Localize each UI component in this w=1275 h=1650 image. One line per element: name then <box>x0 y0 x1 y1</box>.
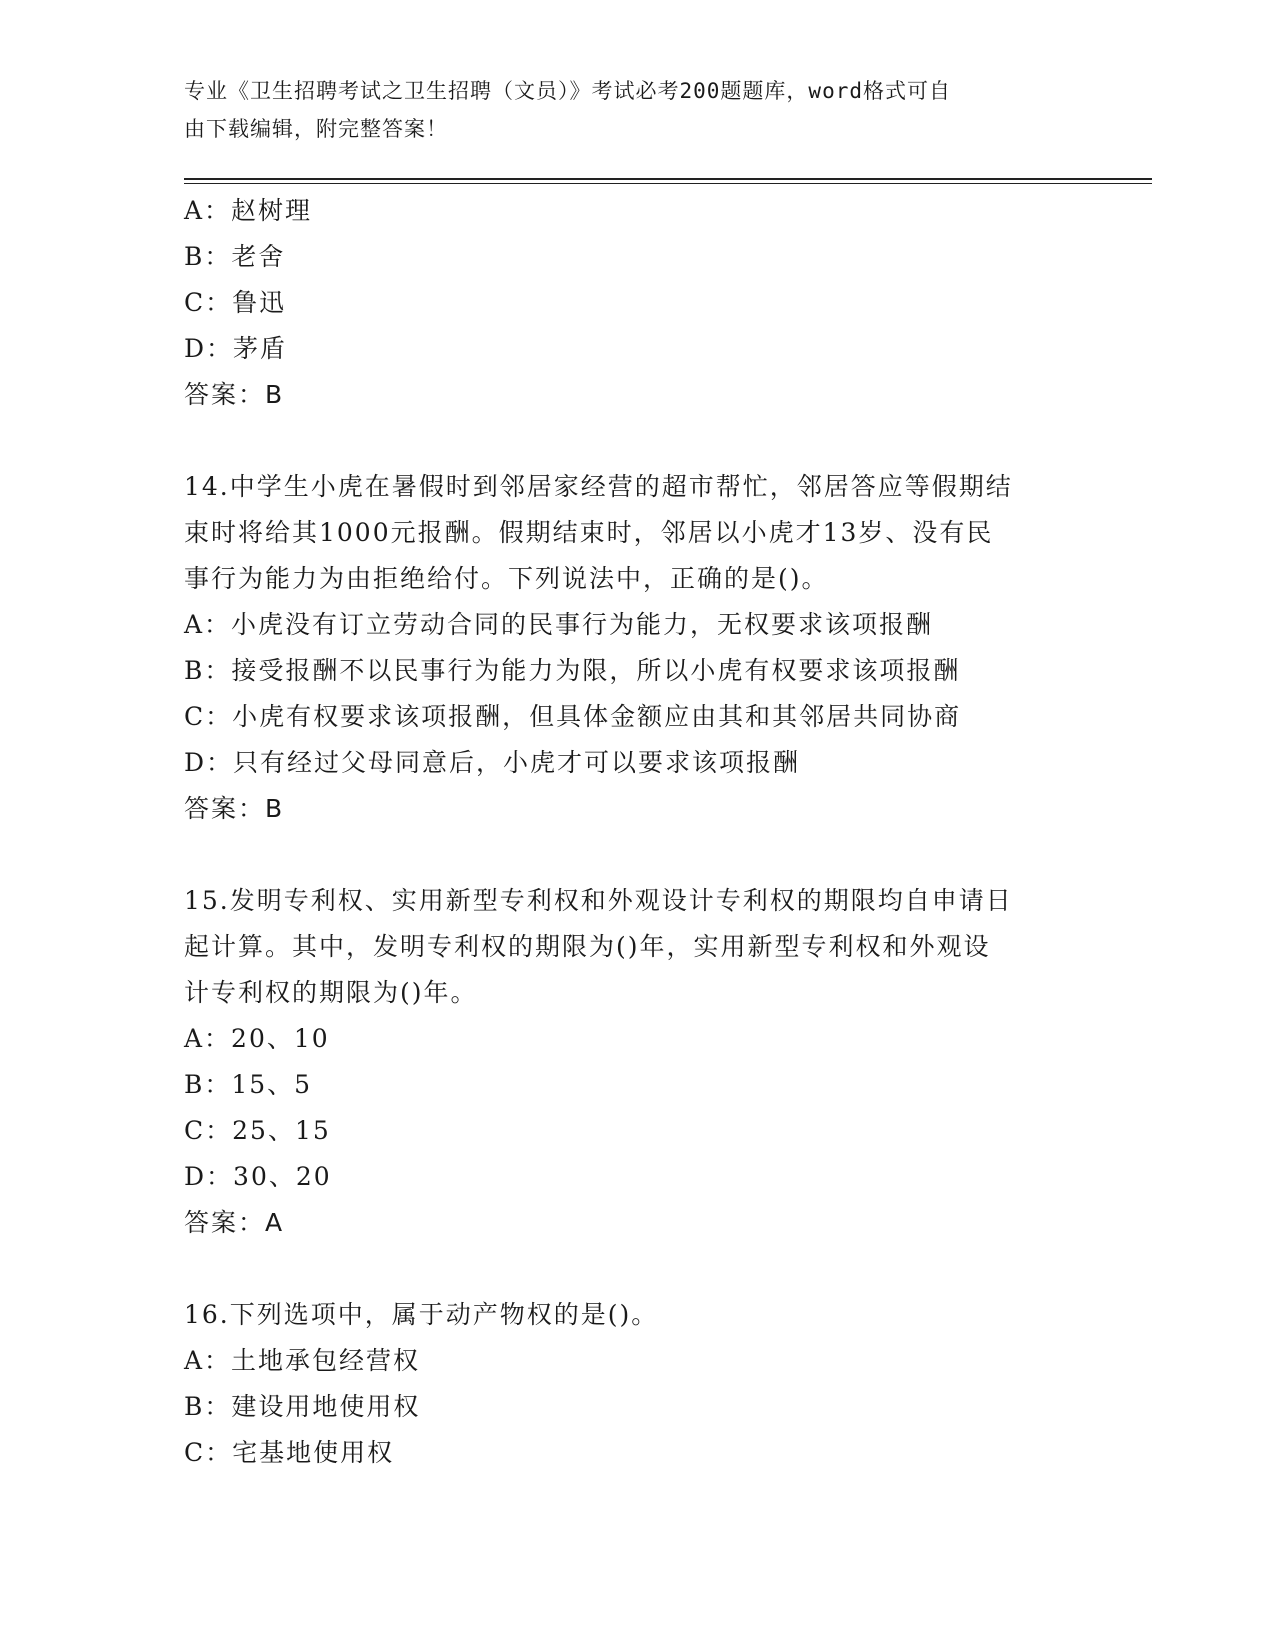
question-stem-line: 事行为能力为由拒绝给付。下列说法中，正确的是()。 <box>184 564 829 593</box>
option-c: C：小虎有权要求该项报酬，但具体金额应由其和其邻居共同协商 <box>184 702 962 731</box>
question-stem-line: 束时将给其1000元报酬。假期结束时，邻居以小虎才13岁、没有民 <box>184 518 994 547</box>
question-stem-line: 15.发明专利权、实用新型专利权和外观设计专利权的期限均自申请日 <box>184 886 1013 915</box>
option-d: D：只有经过父母同意后，小虎才可以要求该项报酬 <box>184 748 801 777</box>
option-d: D：30、20 <box>184 1162 332 1191</box>
document-header <box>184 72 1064 148</box>
question-13-block <box>184 188 1084 418</box>
question-stem-line: 起计算。其中，发明专利权的期限为()年，实用新型专利权和外观设 <box>184 932 991 961</box>
option-b: B：接受报酬不以民事行为能力为限，所以小虎有权要求该项报酬 <box>184 656 961 685</box>
answer-line: 答案：B <box>184 794 285 823</box>
option-d: D：茅盾 <box>184 334 288 363</box>
answer-line: 答案：A <box>184 1208 285 1237</box>
question-stem-line: 14.中学生小虎在暑假时到邻居家经营的超市帮忙，邻居答应等假期结 <box>184 472 1013 501</box>
option-c: C：鲁迅 <box>184 288 287 317</box>
option-a: A：土地承包经营权 <box>184 1346 421 1375</box>
question-14-block <box>184 464 1084 832</box>
header-divider-thick <box>184 178 1152 180</box>
option-c: C：25、15 <box>184 1116 331 1145</box>
option-a: A：赵树理 <box>184 196 313 225</box>
question-list <box>184 188 1084 1476</box>
question-stem-line: 计专利权的期限为()年。 <box>184 978 478 1007</box>
option-a: A：小虎没有订立劳动合同的民事行为能力，无权要求该项报酬 <box>184 610 934 639</box>
option-b: B：15、5 <box>184 1070 313 1099</box>
question-16-block <box>184 1292 1084 1476</box>
answer-line: 答案：B <box>184 380 285 409</box>
header-line-1: 专业《卫生招聘考试之卫生招聘（文员）》考试必考200题题库，word格式可自 <box>184 79 951 103</box>
option-c: C：宅基地使用权 <box>184 1438 395 1467</box>
header-line-2: 由下载编辑，附完整答案！ <box>184 117 448 141</box>
question-15-block <box>184 878 1084 1246</box>
option-b: B：建设用地使用权 <box>184 1392 421 1421</box>
option-b: B：老舍 <box>184 242 286 271</box>
question-stem-line: 16.下列选项中，属于动产物权的是()。 <box>184 1300 659 1329</box>
header-divider-thin <box>184 183 1152 184</box>
option-a: A：20、10 <box>184 1024 330 1053</box>
